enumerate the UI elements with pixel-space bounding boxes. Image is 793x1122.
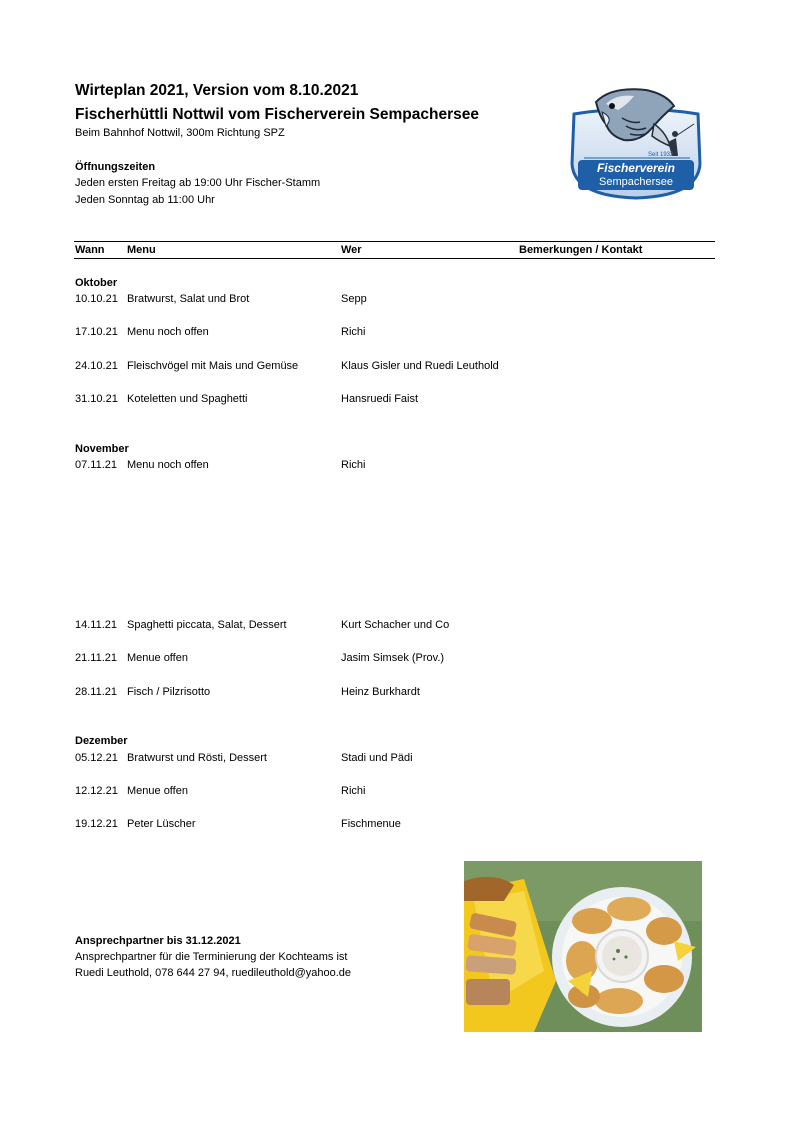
row-date: 28.11.21	[75, 686, 118, 698]
row-who: Jasim Simsek (Prov.)	[341, 652, 445, 664]
row-date: 12.12.21	[75, 785, 118, 797]
row-date: 19.12.21	[75, 818, 118, 830]
row-menu: Koteletten und Spaghetti	[127, 393, 248, 405]
table-top-rule	[74, 241, 715, 242]
month-heading-november: November	[75, 443, 129, 455]
column-header-remarks: Bemerkungen / Kontakt	[519, 244, 643, 256]
opening-hours-line-2: Jeden Sonntag ab 11:00 Uhr	[75, 194, 215, 206]
row-menu: Fleischvögel mit Mais und Gemüse	[127, 360, 299, 372]
document-title: Wirteplan 2021, Version vom 8.10.2021	[75, 82, 359, 99]
row-date: 24.10.21	[75, 360, 118, 372]
month-heading-oktober: Oktober	[75, 277, 118, 289]
row-date: 07.11.21	[75, 459, 118, 471]
contact-heading: Ansprechpartner bis 31.12.2021	[75, 935, 241, 947]
row-date: 14.11.21	[75, 619, 118, 631]
row-who: Heinz Burkhardt	[341, 686, 420, 698]
row-who: Klaus Gisler und Ruedi Leuthold	[341, 360, 499, 372]
row-who: Richi	[341, 785, 366, 797]
fischerverein-logo	[566, 84, 706, 202]
row-menu: Menu noch offen	[127, 326, 209, 338]
row-who: Fischmenue	[341, 818, 401, 830]
row-who: Sepp	[341, 293, 367, 305]
logo-name-line-2: Sempachersee	[599, 176, 673, 188]
row-menu: Peter Lüscher	[127, 818, 196, 830]
month-heading-dezember: Dezember	[75, 735, 128, 747]
row-date: 05.12.21	[75, 752, 118, 764]
location-text: Beim Bahnhof Nottwil, 300m Richtung SPZ	[75, 127, 285, 139]
row-who: Richi	[341, 326, 366, 338]
row-menu: Bratwurst und Rösti, Dessert	[127, 752, 267, 764]
document-subtitle: Fischerhüttli Nottwil vom Fischerverein Sempachersee	[75, 106, 479, 123]
row-date: 10.10.21	[75, 293, 118, 305]
opening-hours-line-1: Jeden ersten Freitag ab 19:00 Uhr Fischer-Stamm	[75, 177, 321, 189]
row-who: Hansruedi Faist	[341, 393, 419, 405]
contact-line-1: Ansprechpartner für die Terminierung der Kochteams ist	[75, 951, 348, 963]
opening-hours-heading: Öffnungszeiten	[75, 161, 156, 173]
row-menu: Fisch / Pilzrisotto	[127, 686, 211, 698]
row-menu: Spaghetti piccata, Salat, Dessert	[127, 619, 287, 631]
logo-since-text: Seit 1932	[648, 152, 674, 158]
fish-dish-photo	[464, 861, 702, 1032]
row-menu: Menue offen	[127, 785, 188, 797]
row-date: 21.11.21	[75, 652, 118, 664]
contact-line-2: Ruedi Leuthold, 078 644 27 94, ruedileuthold@yahoo.de	[75, 967, 351, 979]
row-menu: Menue offen	[127, 652, 188, 664]
column-header-when: Wann	[75, 244, 105, 256]
row-date: 17.10.21	[75, 326, 118, 338]
row-menu: Menu noch offen	[127, 459, 209, 471]
logo-name-line-1: Fischerverein	[596, 161, 676, 175]
row-menu: Bratwurst, Salat und Brot	[127, 293, 250, 305]
row-who: Richi	[341, 459, 366, 471]
column-header-menu: Menu	[127, 244, 156, 256]
column-header-who: Wer	[341, 244, 362, 256]
row-who: Kurt Schacher und Co	[341, 619, 450, 631]
row-date: 31.10.21	[75, 393, 118, 405]
table-header-rule	[74, 258, 715, 259]
row-who: Stadi und Pädi	[341, 752, 413, 764]
